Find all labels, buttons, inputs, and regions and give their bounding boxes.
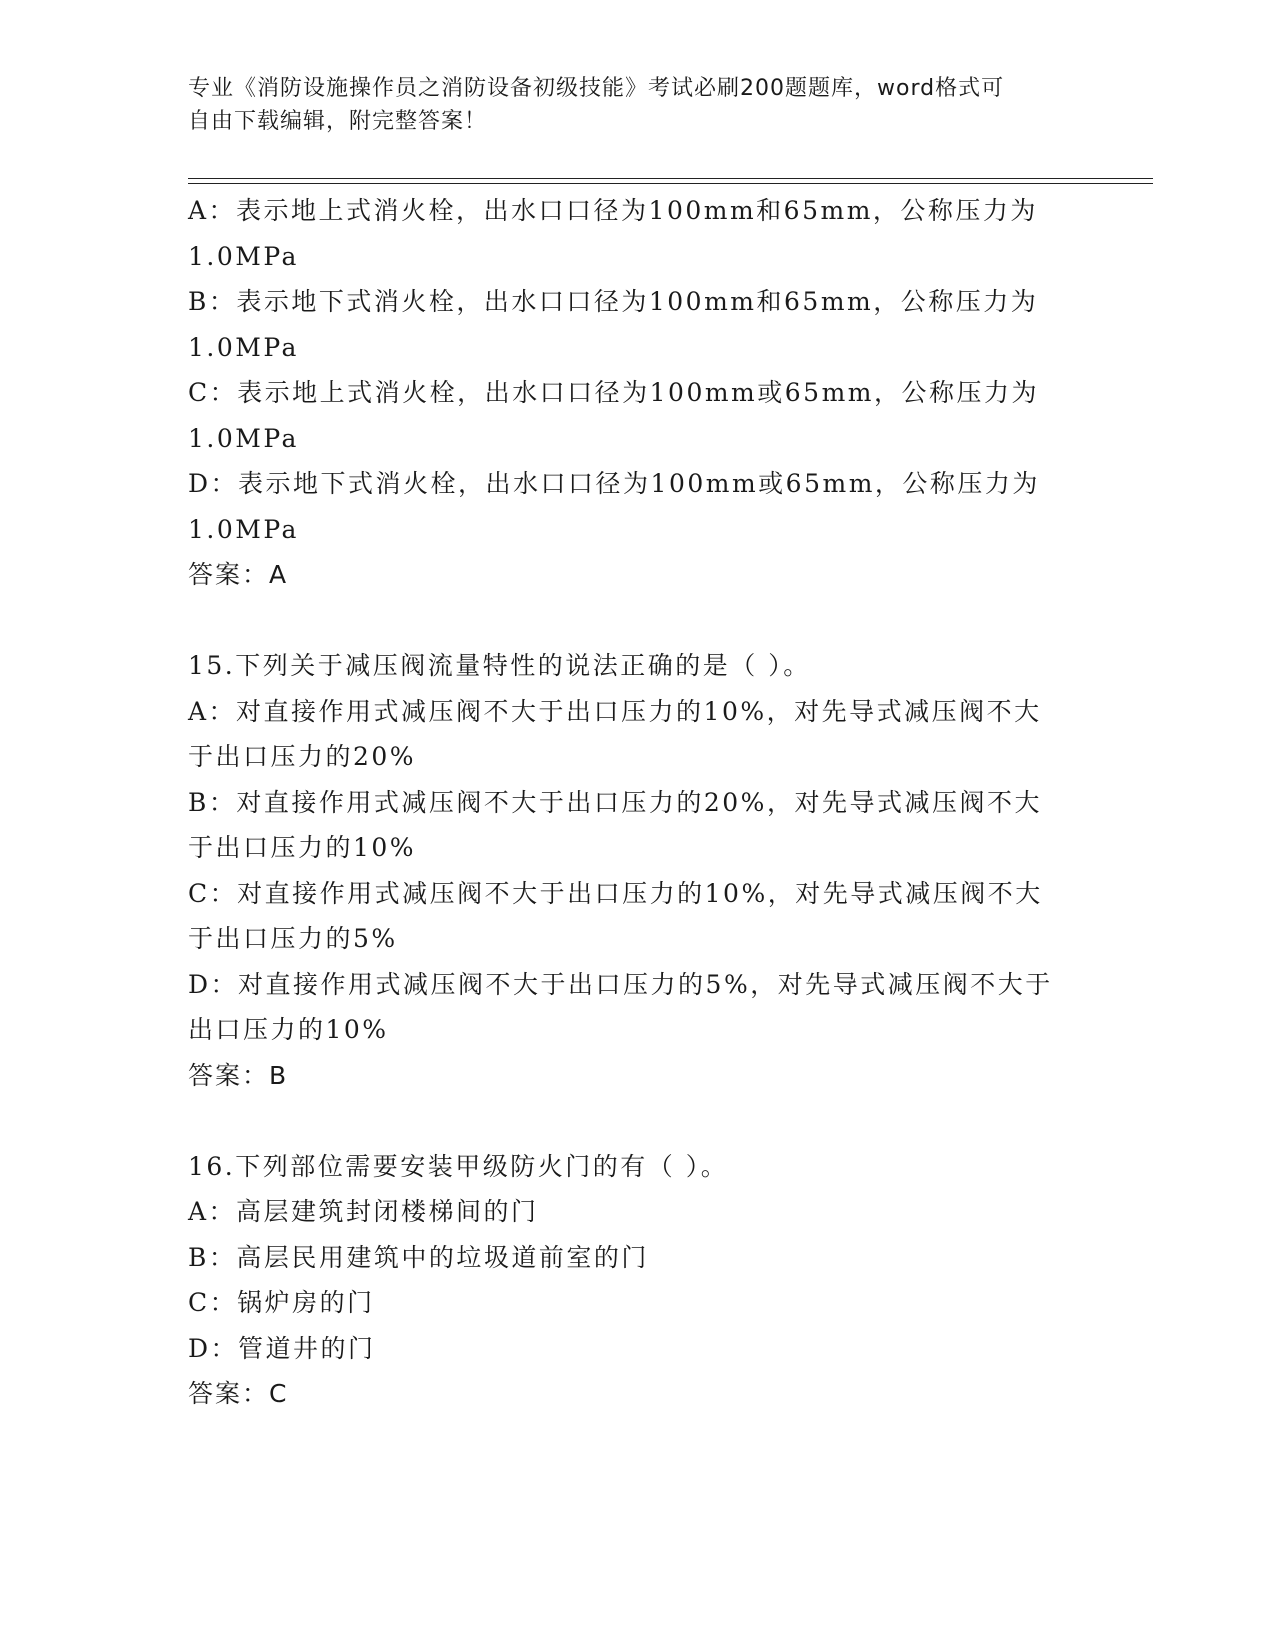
spacer <box>188 598 1188 644</box>
question-16-stem: 16.下列部位需要安装甲级防火门的有（ ）。 <box>188 1151 729 1181</box>
answer-16: 答案：C <box>188 1379 289 1408</box>
option-d-line-1: D：对直接作用式减压阀不大于出口压力的5%，对先导式减压阀不大于 <box>188 969 1053 999</box>
answer-15: 答案：B <box>188 1060 289 1090</box>
spacer <box>188 1098 1188 1144</box>
option-c-line-1: C：表示地上式消火栓，出水口口径为100mm或65mm，公称压力为 <box>188 378 1039 407</box>
option-d-line-1: D：表示地下式消火栓，出水口口径为100mm或65mm，公称压力为 <box>188 469 1040 498</box>
option-c: C：锅炉房的门 <box>188 1288 375 1317</box>
question-15 <box>188 643 1188 1098</box>
option-a: A：高层建筑封闭楼梯间的门 <box>188 1197 539 1226</box>
option-c-line-2: 1.0MPa <box>188 423 299 453</box>
option-a-line-1: A：对直接作用式减压阀不大于出口压力的10%，对先导式减压阀不大 <box>188 696 1042 726</box>
answer-14: 答案：A <box>188 560 289 589</box>
option-b-line-2: 于出口压力的10% <box>188 833 417 862</box>
option-c-line-2: 于出口压力的5% <box>188 924 398 953</box>
document-header <box>188 72 1088 138</box>
header-line-2: 自由下载编辑，附完整答案！ <box>188 109 488 134</box>
option-a-line-2: 于出口压力的20% <box>188 742 417 771</box>
option-b: B：高层民用建筑中的垃圾道前室的门 <box>188 1242 649 1272</box>
option-b-line-1: B：表示地下式消火栓，出水口口径为100mm和65mm，公称压力为 <box>188 287 1039 316</box>
document-body <box>188 188 1188 1417</box>
question-16 <box>188 1144 1188 1417</box>
option-b-line-2: 1.0MPa <box>188 332 299 362</box>
header-rule-bottom <box>188 183 1153 184</box>
option-d: D：管道井的门 <box>188 1333 376 1363</box>
option-a-line-1: A：表示地上式消火栓，出水口口径为100mm和65mm，公称压力为 <box>188 196 1038 225</box>
option-a-line-2: 1.0MPa <box>188 241 299 271</box>
option-d-line-2: 1.0MPa <box>188 514 299 544</box>
question-14-options <box>188 188 1188 598</box>
option-d-line-2: 出口压力的10% <box>188 1015 389 1044</box>
question-15-stem: 15.下列关于减压阀流量特性的说法正确的是（ ）。 <box>188 651 811 680</box>
header-rule-top <box>188 178 1153 179</box>
option-c-line-1: C：对直接作用式减压阀不大于出口压力的10%，对先导式减压阀不大 <box>188 878 1043 908</box>
header-line-1: 专业《消防设施操作员之消防设备初级技能》考试必刷200题题库，word格式可 <box>188 76 1005 101</box>
option-b-line-1: B：对直接作用式减压阀不大于出口压力的20%，对先导式减压阀不大 <box>188 787 1042 817</box>
